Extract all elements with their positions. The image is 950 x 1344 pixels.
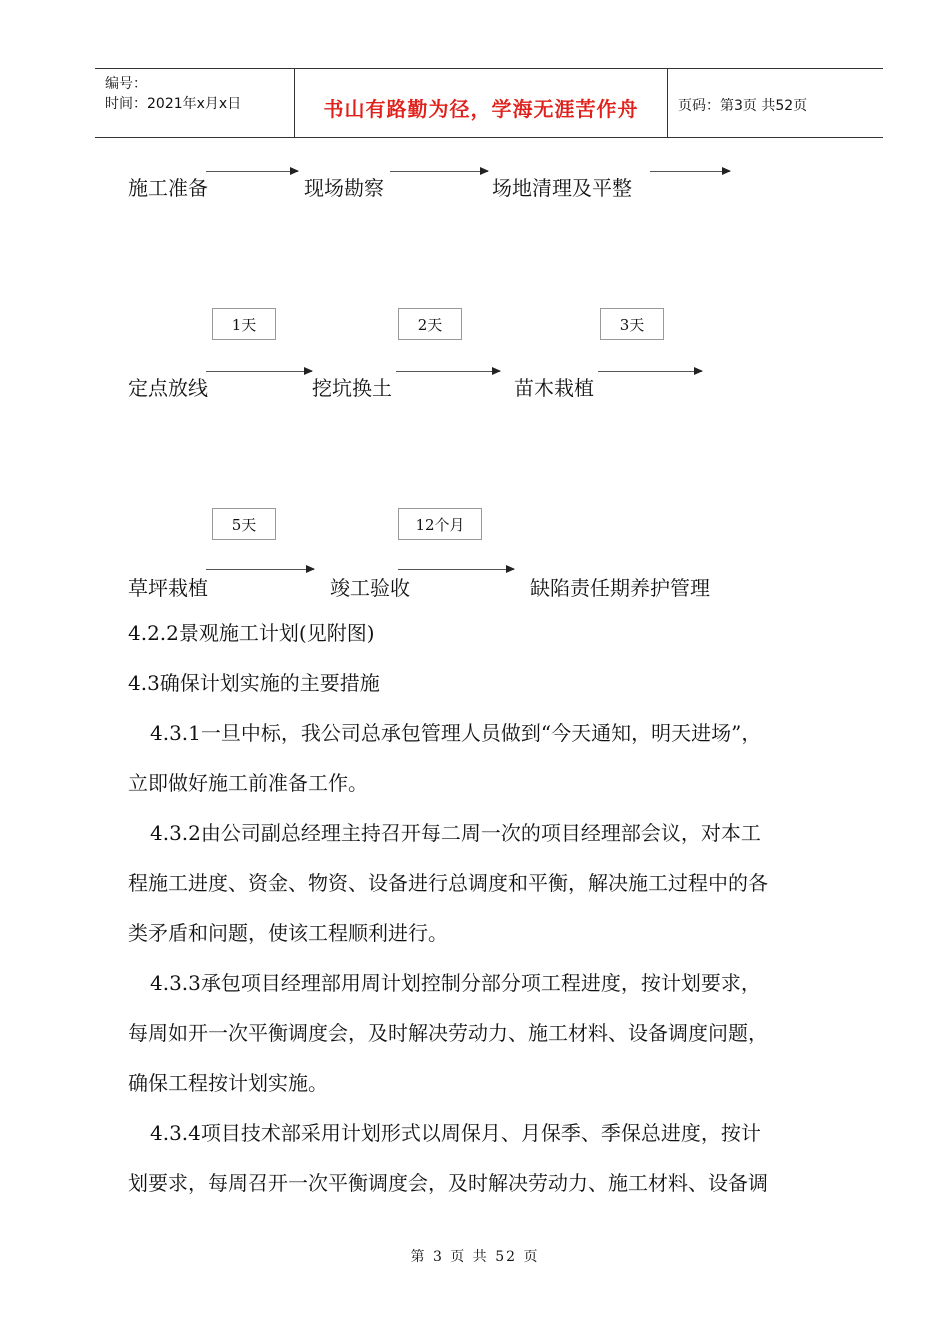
- body-line: 程施工进度、资金、物资、设备进行总调度和平衡，解决施工过程中的各: [128, 871, 768, 895]
- flow-arrow: [206, 371, 312, 372]
- flow-step: 缺陷责任期养护管理: [530, 576, 710, 600]
- flow-step: 竣工验收: [330, 576, 410, 600]
- duration-box: 12个月: [398, 508, 482, 540]
- flow-arrow: [398, 569, 514, 570]
- flow-step: 定点放线: [128, 376, 208, 400]
- flow-arrow: [650, 171, 730, 172]
- body-line: 类矛盾和问题，使该工程顺利进行。: [128, 921, 448, 945]
- page-info: 页码：第3页 共52页: [678, 98, 808, 114]
- body-line: 4.3.3承包项目经理部用周计划控制分部分项工程进度，按计划要求，: [150, 971, 761, 995]
- header-page-cell: [668, 69, 883, 137]
- duration-box: 2天: [398, 308, 462, 340]
- flow-arrow: [206, 569, 314, 570]
- flow-arrow: [390, 171, 488, 172]
- flow-step: 苗木栽植: [514, 376, 594, 400]
- body-line: 每周如开一次平衡调度会，及时解决劳动力、施工材料、设备调度问题，: [128, 1021, 768, 1045]
- section-heading: 4.2.2景观施工计划(见附图): [128, 621, 375, 645]
- flow-arrow: [396, 371, 500, 372]
- body-line: 划要求，每周召开一次平衡调度会，及时解决劳动力、施工材料、设备调: [128, 1171, 768, 1195]
- duration-box: 1天: [212, 308, 276, 340]
- number-label: 编号：: [105, 76, 147, 92]
- header-motto-cell: [295, 69, 668, 137]
- body-line: 4.3.2由公司副总经理主持召开每二周一次的项目经理部会议，对本工: [150, 821, 761, 845]
- time-label: 时间：2021年x月x日: [105, 96, 242, 112]
- flow-step: 草坪栽植: [128, 576, 208, 600]
- body-line: 确保工程按计划实施。: [128, 1071, 328, 1095]
- body-line: 4.3.4项目技术部采用计划形式以周保月、月保季、季保总进度，按计: [150, 1121, 761, 1145]
- motto: 书山有路勤为径，学海无涯苦作舟: [323, 97, 639, 121]
- flow-arrow: [206, 171, 298, 172]
- flow-arrow: [598, 371, 702, 372]
- page-footer: 第 3 页 共 52 页: [410, 1249, 540, 1265]
- page-header: [95, 68, 883, 138]
- flow-step: 挖坑换土: [312, 376, 392, 400]
- flow-step: 场地清理及平整: [492, 176, 632, 200]
- duration-box: 3天: [600, 308, 664, 340]
- header-meta-cell: [95, 69, 295, 137]
- flow-step: 施工准备: [128, 176, 208, 200]
- body-line: 立即做好施工前准备工作。: [128, 771, 368, 795]
- flow-step: 现场勘察: [304, 176, 384, 200]
- duration-box: 5天: [212, 508, 276, 540]
- body-line: 4.3.1一旦中标，我公司总承包管理人员做到“今天通知，明天进场”，: [150, 721, 762, 745]
- section-heading: 4.3确保计划实施的主要措施: [128, 671, 380, 695]
